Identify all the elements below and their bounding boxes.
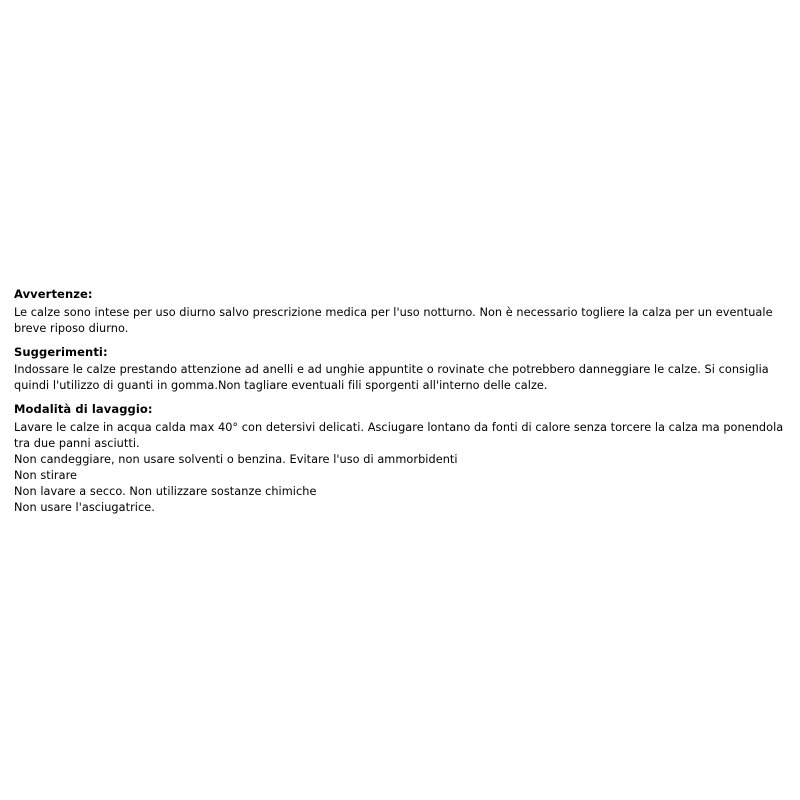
section-avvertenze <box>14 287 786 337</box>
section-heading: Modalità di lavaggio: <box>14 402 153 417</box>
section-paragraph: Non candeggiare, non usare solventi o benzina. Evitare l'uso di ammorbidenti <box>14 452 458 466</box>
section-heading: Suggerimenti: <box>14 344 108 359</box>
section-paragraph: Lavare le calze in acqua calda max 40° con detersivi delicati. Asciugare lontano da fonti di calore senza torcere la calza ma ponendola tra due panni asciutti. <box>14 420 784 450</box>
section-paragraph: Non stirare <box>14 468 78 482</box>
section-paragraph: Indossare le calze prestando attenzione ad anelli e ad unghie appuntite o rovinate che potrebbero danneggiare le calze. Si consiglia quindi l'utilizzo di guanti in gomma.Non tagliare eventuali fili sporgenti all'interno delle calze. <box>14 363 769 393</box>
section-heading: Avvertenze: <box>14 287 93 301</box>
section-paragraph: Le calze sono intese per uso diurno salvo prescrizione medica per l'uso notturno. Non è necessario togliere la calza per un eventuale breve riposo diurno. <box>14 305 773 335</box>
section-paragraph: Non lavare a secco. Non utilizzare sostanze chimiche <box>14 484 317 498</box>
document-content <box>14 287 786 516</box>
section-paragraph: Non usare l'asciugatrice. <box>14 500 155 514</box>
section-suggerimenti <box>14 345 786 395</box>
section-modalita-di-lavaggio <box>14 402 786 516</box>
